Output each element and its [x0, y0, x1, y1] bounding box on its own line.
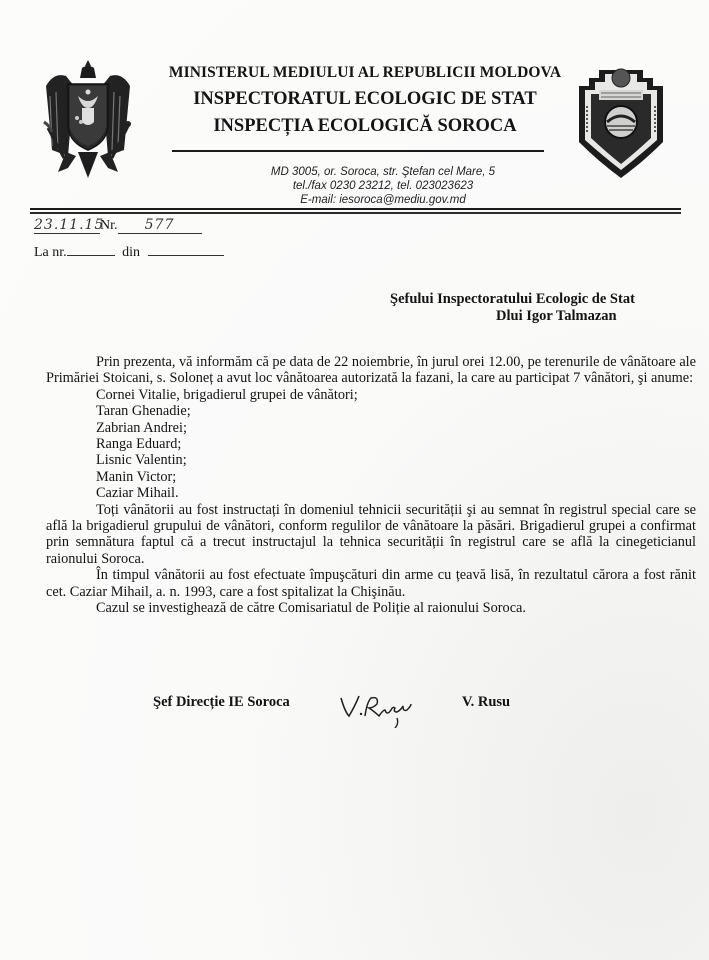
hunter-item: Zabrian Andrei; [96, 419, 187, 436]
handwritten-signature [335, 688, 425, 728]
reference-nr-blank [67, 243, 115, 256]
nr-label: Nr. [100, 218, 118, 233]
incident-paragraph: În timpul vânătorii au fost efectuate împuşcături din arme cu țeavă lisă, în rezultatul cărora a fost rănit cet. Caziar Mihail, a. n. 1993, care a fost spitalizat la Chişinău. [46, 567, 696, 600]
hunters-list [46, 387, 696, 502]
reference-line [34, 243, 224, 261]
hunter-item: Ranga Eduard; [96, 436, 182, 453]
registration-date: 23.11.15 [34, 217, 105, 233]
letterhead-double-rule-bottom [30, 212, 681, 214]
registration-line [34, 217, 202, 234]
safety-paragraph: Toți vânătorii au fost instructați în domeniul tehnicii securității şi au semnat în registrul special care se află la brigadierul grupului de vânători, conform regulilor de vânătoare la păsări. Brigadierul grupei a confirmat prin semnătura faptul că a trecut instructajul la tehnica securității în registrul care se află la cinegeticianul raionului Soroca. [46, 501, 696, 567]
letter-body [46, 354, 696, 617]
email-address: E-mail: iesoroca@mediu.gov.md [300, 194, 466, 206]
phone-fax: tel./fax 0230 23212, tel. 023023623 [292, 180, 474, 192]
coat-of-arms-emblem [40, 56, 136, 182]
inspectorate-emblem [573, 56, 669, 182]
letterhead-double-rule-top [30, 208, 681, 210]
hunter-item: Manin Victor; [96, 468, 177, 485]
addressee-position: Şefului Inspectoratului Ecologic de Stat [390, 291, 635, 307]
intro-paragraph: Prin prezenta, vă informăm că pe data de 22 noiembrie, în jurul orei 12.00, pe terenurile de vânătoare ale Primăriei Stoicani, s. Soloneț a avut loc vânătoarea autorizată la fazani, la care au participat 7 vânători, şi anume: [46, 354, 696, 387]
hunter-item: Cornei Vitalie, brigadierul grupei de vânători; [96, 386, 358, 403]
registration-number: 577 [118, 217, 202, 234]
inspection-title: INSPECȚIA ECOLOGICĂ SOROCA [213, 116, 517, 136]
reference-from-label: din [122, 245, 141, 260]
reference-date-blank [148, 243, 224, 256]
signatory-title: Şef Direcție IE Soroca [153, 694, 290, 710]
investigation-paragraph: Cazul se investighează de către Comisariatul de Poliție al raionului Soroca. [96, 600, 526, 617]
addressee-name: Dlui Igor Talmazan [496, 308, 617, 324]
ministry-title: MINISTERUL MEDIULUI AL REPUBLICII MOLDOVA [168, 64, 562, 81]
reference-nr-label: La nr. [34, 245, 67, 260]
header-divider [172, 150, 544, 152]
hunter-item: Caziar Mihail. [96, 485, 179, 502]
hunter-item: Lisnic Valentin; [96, 452, 187, 469]
hunter-item: Taran Ghenadie; [96, 403, 191, 420]
postal-address: MD 3005, or. Soroca, str. Ştefan cel Mare, 5 [270, 166, 496, 178]
inspectorate-title: INSPECTORATUL ECOLOGIC DE STAT [193, 89, 537, 109]
signatory-name: V. Rusu [462, 694, 511, 710]
